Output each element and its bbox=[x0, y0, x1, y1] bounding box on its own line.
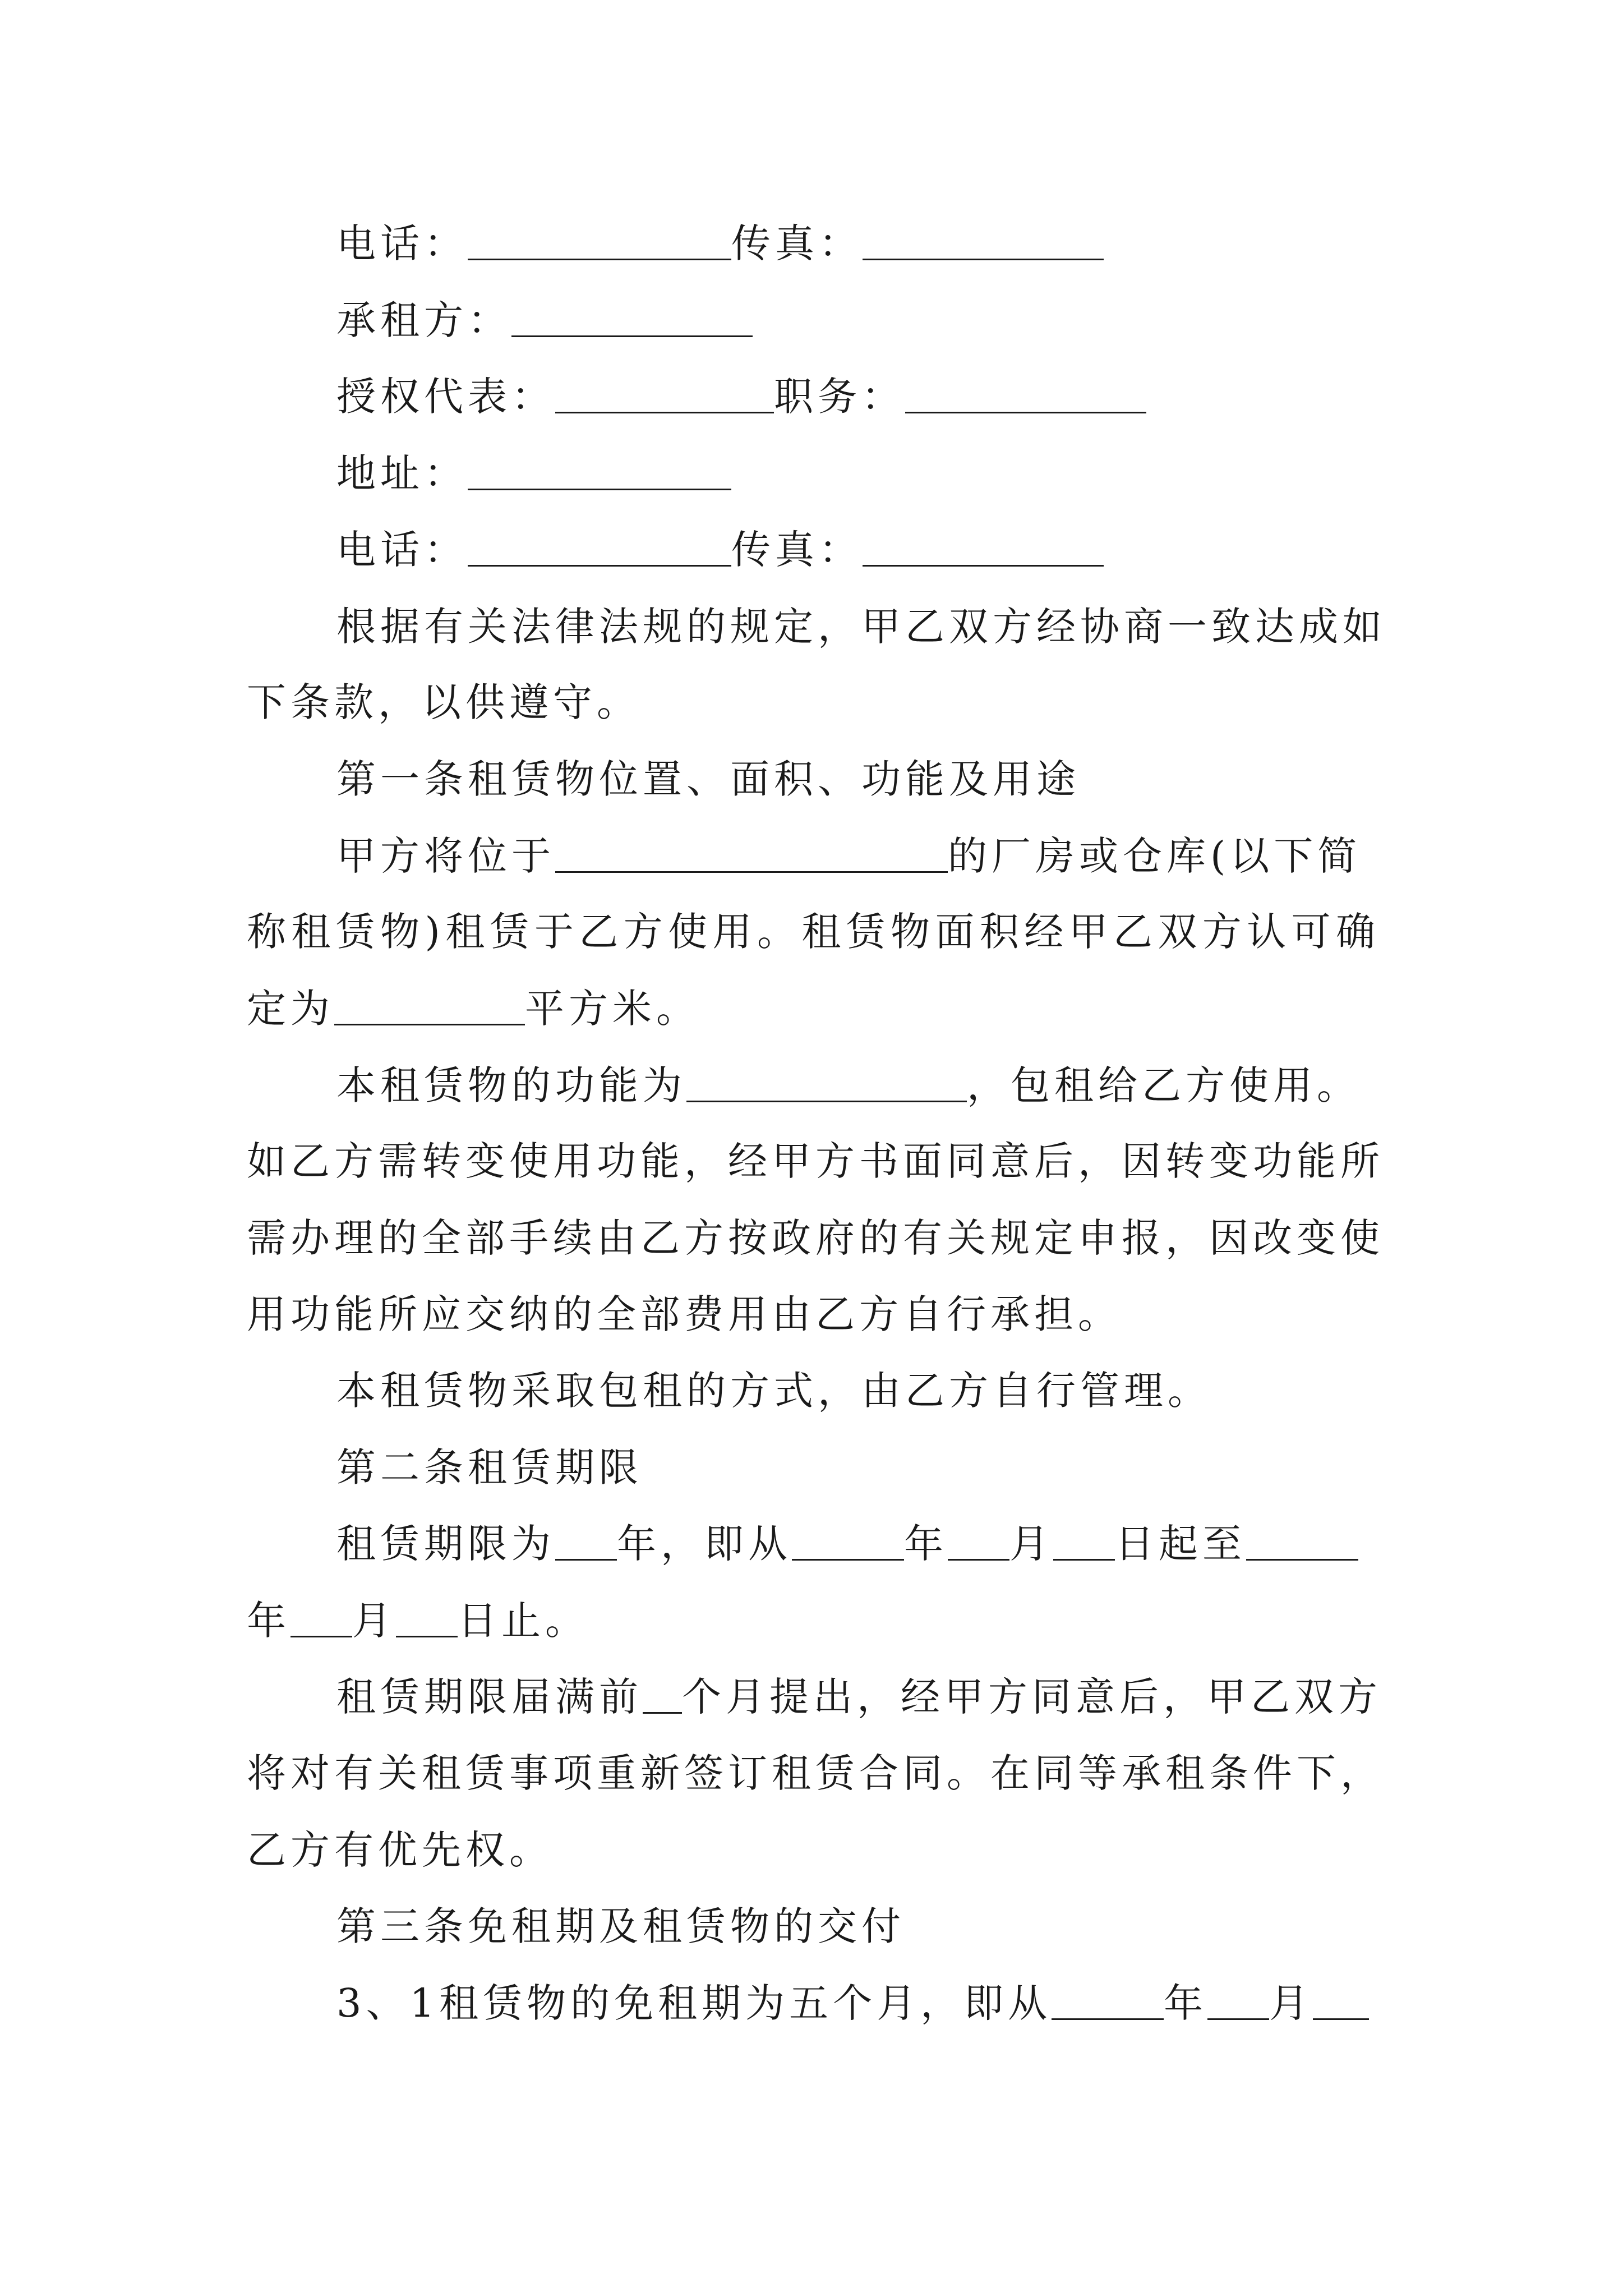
rent-free-prefix: 3、1租赁物的免租期为五个月，即从 bbox=[336, 1980, 1052, 2026]
lessee-phone-label: 电话： bbox=[336, 527, 468, 573]
position-label: 职务： bbox=[774, 374, 905, 420]
lessor-phone-field[interactable] bbox=[468, 219, 731, 260]
article-1-line-5: 如乙方需转变使用功能，经甲方书面同意后，因转变功能所 bbox=[247, 1138, 1384, 1184]
article-2-term-end-line bbox=[247, 1588, 1380, 1654]
start-day-label: 日起至 bbox=[1115, 1521, 1246, 1567]
start-day-field[interactable] bbox=[1053, 1520, 1115, 1561]
article-3-title: 第三条免租期及租赁物的交付 bbox=[336, 1903, 905, 1949]
renewal-prefix: 租赁期限届满前 bbox=[336, 1674, 643, 1720]
address-label: 地址： bbox=[336, 450, 468, 496]
rent-free-year-label: 年 bbox=[1164, 1980, 1208, 2026]
term-prefix: 租赁期限为 bbox=[336, 1521, 555, 1567]
location-suffix: 的厂房或仓库(以下简 bbox=[948, 833, 1362, 879]
representative-label: 授权代表： bbox=[336, 374, 555, 420]
lessee-line bbox=[336, 287, 1380, 353]
lessee-fax-field[interactable] bbox=[863, 526, 1104, 567]
lessor-fax-label: 传真： bbox=[731, 220, 863, 266]
article-1-line-7: 用功能所应交纳的全部费用由乙方自行承担。 bbox=[247, 1291, 1122, 1337]
start-month-label: 月 bbox=[1009, 1521, 1053, 1567]
function-suffix: ，包租给乙方使用。 bbox=[967, 1062, 1361, 1108]
article-1-line-8: 本租赁物采取包租的方式，由乙方自行管理。 bbox=[336, 1368, 1211, 1414]
article-1-line-2: 称租赁物)租赁于乙方使用。租赁物面积经甲乙双方认可确 bbox=[247, 909, 1380, 955]
article-2-title: 第二条租赁期限 bbox=[336, 1444, 643, 1490]
article-1-area-line bbox=[247, 976, 1380, 1042]
location-field[interactable] bbox=[555, 832, 948, 873]
area-prefix: 定为 bbox=[247, 986, 334, 1032]
article-1-location-line bbox=[336, 823, 1380, 889]
end-month-field[interactable] bbox=[291, 1596, 352, 1637]
lessee-phone-field[interactable] bbox=[468, 526, 731, 567]
renewal-months-field[interactable] bbox=[643, 1673, 682, 1714]
article-1-title: 第一条租赁物位置、面积、功能及用途 bbox=[336, 756, 1080, 802]
end-day-field[interactable] bbox=[396, 1596, 458, 1637]
lessor-contact-line bbox=[336, 210, 1380, 277]
end-month-label: 月 bbox=[352, 1598, 396, 1644]
representative-line bbox=[336, 364, 1380, 430]
rent-free-day-field[interactable] bbox=[1313, 1979, 1369, 2020]
rent-free-month-field[interactable] bbox=[1207, 1979, 1269, 2020]
term-from-label: 年，即从 bbox=[617, 1521, 792, 1567]
representative-field[interactable] bbox=[555, 372, 774, 413]
lessor-phone-label: 电话： bbox=[336, 220, 468, 266]
position-field[interactable] bbox=[905, 372, 1146, 413]
lessee-fax-label: 传真： bbox=[731, 527, 863, 573]
lessee-name-field[interactable] bbox=[511, 296, 753, 337]
article-2-line-4: 将对有关租赁事项重新签订租赁合同。在同等承租条件下， bbox=[247, 1750, 1384, 1796]
article-1-function-line bbox=[336, 1052, 1380, 1119]
renewal-suffix: 个月提出，经甲方同意后，甲乙双方 bbox=[682, 1674, 1382, 1720]
term-years-field[interactable] bbox=[555, 1520, 617, 1561]
location-prefix: 甲方将位于 bbox=[336, 833, 555, 879]
address-line bbox=[336, 440, 1380, 507]
preamble-line-1: 根据有关法律法规的规定，甲乙双方经协商一致达成如 bbox=[336, 604, 1386, 650]
lessee-contact-line bbox=[336, 517, 1380, 583]
function-field[interactable] bbox=[686, 1061, 967, 1102]
lessee-label: 承租方： bbox=[336, 297, 511, 343]
end-year-field[interactable] bbox=[1246, 1520, 1358, 1561]
end-day-label: 日止。 bbox=[458, 1598, 589, 1644]
article-3-rent-free-line bbox=[336, 1970, 1380, 2036]
function-prefix: 本租赁物的功能为 bbox=[336, 1062, 686, 1108]
preamble-line-2: 下条款，以供遵守。 bbox=[247, 679, 640, 725]
start-month-field[interactable] bbox=[948, 1520, 1009, 1561]
article-2-line-5: 乙方有优先权。 bbox=[247, 1827, 553, 1873]
start-year-label: 年 bbox=[904, 1521, 948, 1567]
area-field[interactable] bbox=[334, 984, 525, 1025]
article-2-term-line bbox=[336, 1511, 1380, 1577]
lessor-fax-field[interactable] bbox=[863, 219, 1104, 260]
rent-free-month-label: 月 bbox=[1269, 1980, 1313, 2026]
area-suffix: 平方米。 bbox=[525, 986, 700, 1032]
rent-free-year-field[interactable] bbox=[1052, 1979, 1164, 2020]
start-year-field[interactable] bbox=[792, 1520, 904, 1561]
end-year-label: 年 bbox=[247, 1598, 291, 1644]
address-field[interactable] bbox=[468, 449, 731, 490]
article-1-line-6: 需办理的全部手续由乙方按政府的有关规定申报，因改变使 bbox=[247, 1215, 1384, 1261]
article-2-renewal-line bbox=[336, 1664, 1380, 1730]
